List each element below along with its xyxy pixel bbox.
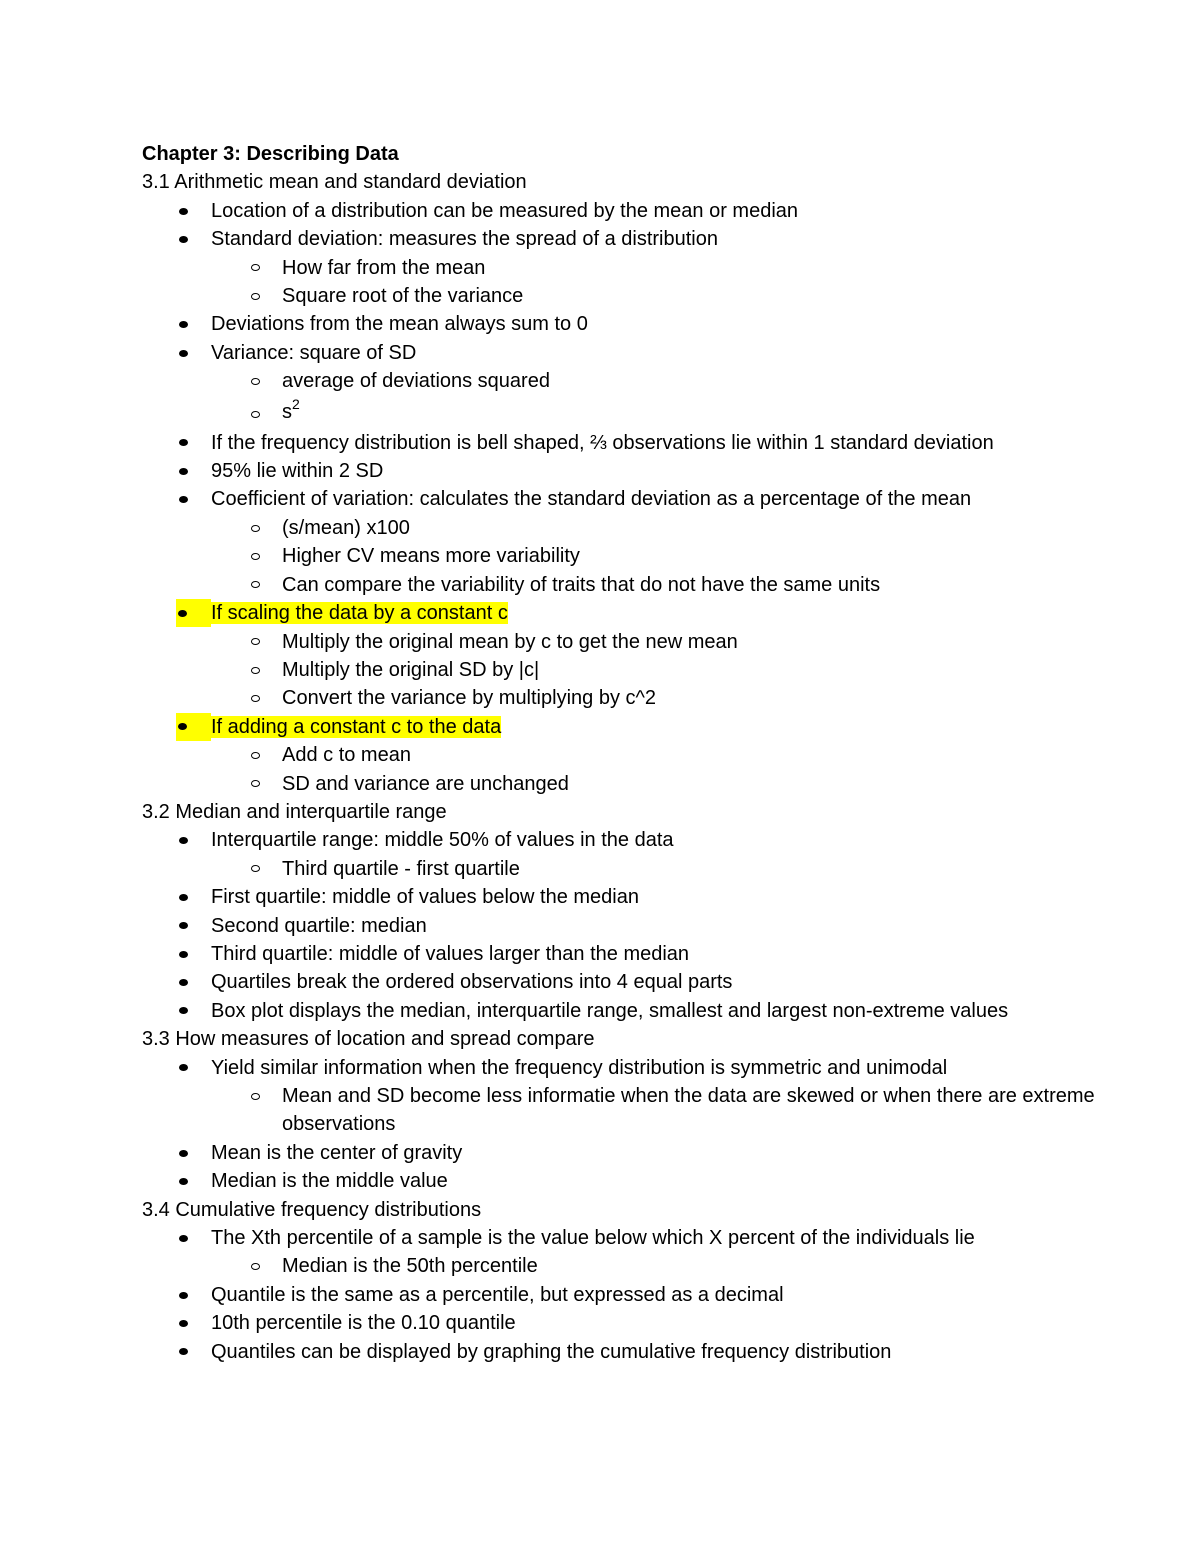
sub-list-item [142,571,1102,599]
list-item [142,197,1102,225]
bullet-icon [176,997,190,1025]
list-item-text: Deviations from the mean always sum to 0 [211,313,588,336]
sub-list-item [142,741,1102,769]
sub-list-item [142,254,1102,282]
list-item [142,940,1102,968]
bullet-icon [176,1167,190,1195]
bullet-icon [176,485,190,513]
circle-bullet-icon [248,741,262,769]
list-item-text: Mean is the center of gravity [211,1141,463,1164]
bullet-icon [176,339,190,367]
highlighted-text: If scaling the data by a constant c [211,602,508,625]
list-item [142,339,1102,367]
list-item-text: Variance: square of SD [211,341,417,364]
list-item-text: Add c to mean [282,744,411,767]
bullet-icon [176,310,190,338]
list-item-text: How far from the mean [282,256,486,279]
circle-bullet-icon [248,855,262,883]
list-item-text: Can compare the variability of traits that do not have the same units [282,573,881,596]
circle-bullet-icon [248,684,262,712]
list-item [142,310,1102,338]
sub-list-item [142,1252,1102,1280]
bullet-icon [176,826,190,854]
bullet-icon [176,1054,190,1082]
bullet-icon [176,197,190,225]
sub-list-item [142,396,1102,429]
circle-bullet-icon [248,571,262,599]
list-item-text: (s/mean) x100 [282,516,410,539]
bullet-icon [176,1139,190,1167]
bullet-icon [176,225,190,253]
section-3-4-list [142,1224,1102,1366]
bullet-icon [176,1224,190,1252]
sub-list-item [142,855,1102,883]
circle-bullet-icon [248,656,262,684]
list-item [142,485,1102,513]
list-item [142,457,1102,485]
list-item-text: Interquartile range: middle 50% of values in the data [211,829,674,852]
bullet-icon [176,1281,190,1309]
sub-list-item [142,367,1102,395]
list-item-text: Standard deviation: measures the spread of a distribution [211,228,718,251]
list-item [142,1167,1102,1195]
sub-list-item [142,656,1102,684]
circle-bullet-icon [248,396,262,429]
circle-bullet-icon [248,367,262,395]
list-item-text: Median is the middle value [211,1170,448,1193]
list-item-text: Coefficient of variation: calculates the standard deviation as a percentage of the mean [211,488,972,511]
chapter-title: Chapter 3: Describing Data [142,143,399,165]
section-heading-3-1: 3.1 Arithmetic mean and standard deviation [142,171,527,194]
list-item-text: Mean and SD become less informatie when the data are skewed or when there are extreme observations [282,1085,1095,1136]
list-item-text: Yield similar information when the frequency distribution is symmetric and unimodal [211,1056,948,1079]
list-item-text: Square root of the variance [282,285,524,308]
sub-list-item [142,770,1102,798]
list-item [142,883,1102,911]
list-item-text: Multiply the original mean by c to get the new mean [282,630,738,653]
list-item-text: SD and variance are unchanged [282,772,569,795]
list-item-text: average of deviations squared [282,370,550,393]
bullet-icon [176,940,190,968]
highlighted-list-item [142,599,1102,627]
sub-list-item [142,542,1102,570]
list-item-text: Location of a distribution can be measured by the mean or median [211,199,799,222]
circle-bullet-icon [248,1082,262,1110]
bullet-icon [176,713,211,741]
highlighted-list-item [142,713,1102,741]
list-item-text: Third quartile: middle of values larger than the median [211,942,690,965]
bullet-icon [176,883,190,911]
list-item [142,1139,1102,1167]
list-item [142,225,1102,253]
sub-list-item [142,514,1102,542]
superscript: 2 [292,395,300,412]
bullet-icon [176,968,190,996]
bullet-icon [176,1338,190,1366]
section-3-2-list [142,826,1102,1025]
list-item-text: Quartiles break the ordered observations into 4 equal parts [211,971,733,994]
section-heading-3-2: 3.2 Median and interquartile range [142,800,447,823]
section-heading-3-4: 3.4 Cumulative frequency distributions [142,1198,482,1221]
list-item-text: Higher CV means more variability [282,545,580,568]
list-item-text: Box plot displays the median, interquartile range, smallest and largest non-extreme values [211,999,1009,1022]
bullet-icon [176,912,190,940]
section-3-1-list [142,197,1102,798]
list-item-text: 10th percentile is the 0.10 quantile [211,1312,516,1335]
highlighted-text: If adding a constant c to the data [211,715,502,738]
list-item [142,826,1102,854]
list-item-text: Quantile is the same as a percentile, but expressed as a decimal [211,1283,784,1306]
section-heading-3-3: 3.3 How measures of location and spread compare [142,1028,595,1051]
list-item-text: Median is the 50th percentile [282,1255,538,1278]
list-item-text: Second quartile: median [211,914,427,937]
circle-bullet-icon [248,254,262,282]
bullet-icon [176,457,190,485]
list-item-text: The Xth percentile of a sample is the value below which X percent of the individuals lie [211,1227,975,1250]
circle-bullet-icon [248,770,262,798]
list-item-text: Quantiles can be displayed by graphing the cumulative frequency distribution [211,1340,892,1363]
list-item-text: Convert the variance by multiplying by c^2 [282,687,657,710]
section-3-3-list [142,1054,1102,1196]
bullet-icon [176,429,190,457]
list-item-text: Multiply the original SD by |c| [282,658,540,681]
list-item [142,429,1102,457]
list-item [142,1281,1102,1309]
list-item [142,1054,1102,1082]
list-item [142,1224,1102,1252]
list-item-text: First quartile: middle of values below the median [211,886,639,909]
sub-list-item [142,282,1102,310]
list-item-text: s [282,400,292,423]
list-item-text: Third quartile - first quartile [282,857,520,880]
circle-bullet-icon [248,514,262,542]
sub-list-item [142,628,1102,656]
sub-list-item [142,1082,1102,1139]
list-item [142,912,1102,940]
list-item [142,997,1102,1025]
sub-list-item [142,684,1102,712]
list-item-text: 95% lie within 2 SD [211,460,384,483]
document-body [142,140,1102,1366]
list-item [142,1309,1102,1337]
bullet-icon [176,599,211,627]
circle-bullet-icon [248,542,262,570]
circle-bullet-icon [248,1252,262,1280]
circle-bullet-icon [248,282,262,310]
list-item [142,1338,1102,1366]
list-item [142,968,1102,996]
list-item-text: If the frequency distribution is bell shaped, ⅔ observations lie within 1 standard deviation [211,431,994,454]
circle-bullet-icon [248,628,262,656]
bullet-icon [176,1309,190,1337]
